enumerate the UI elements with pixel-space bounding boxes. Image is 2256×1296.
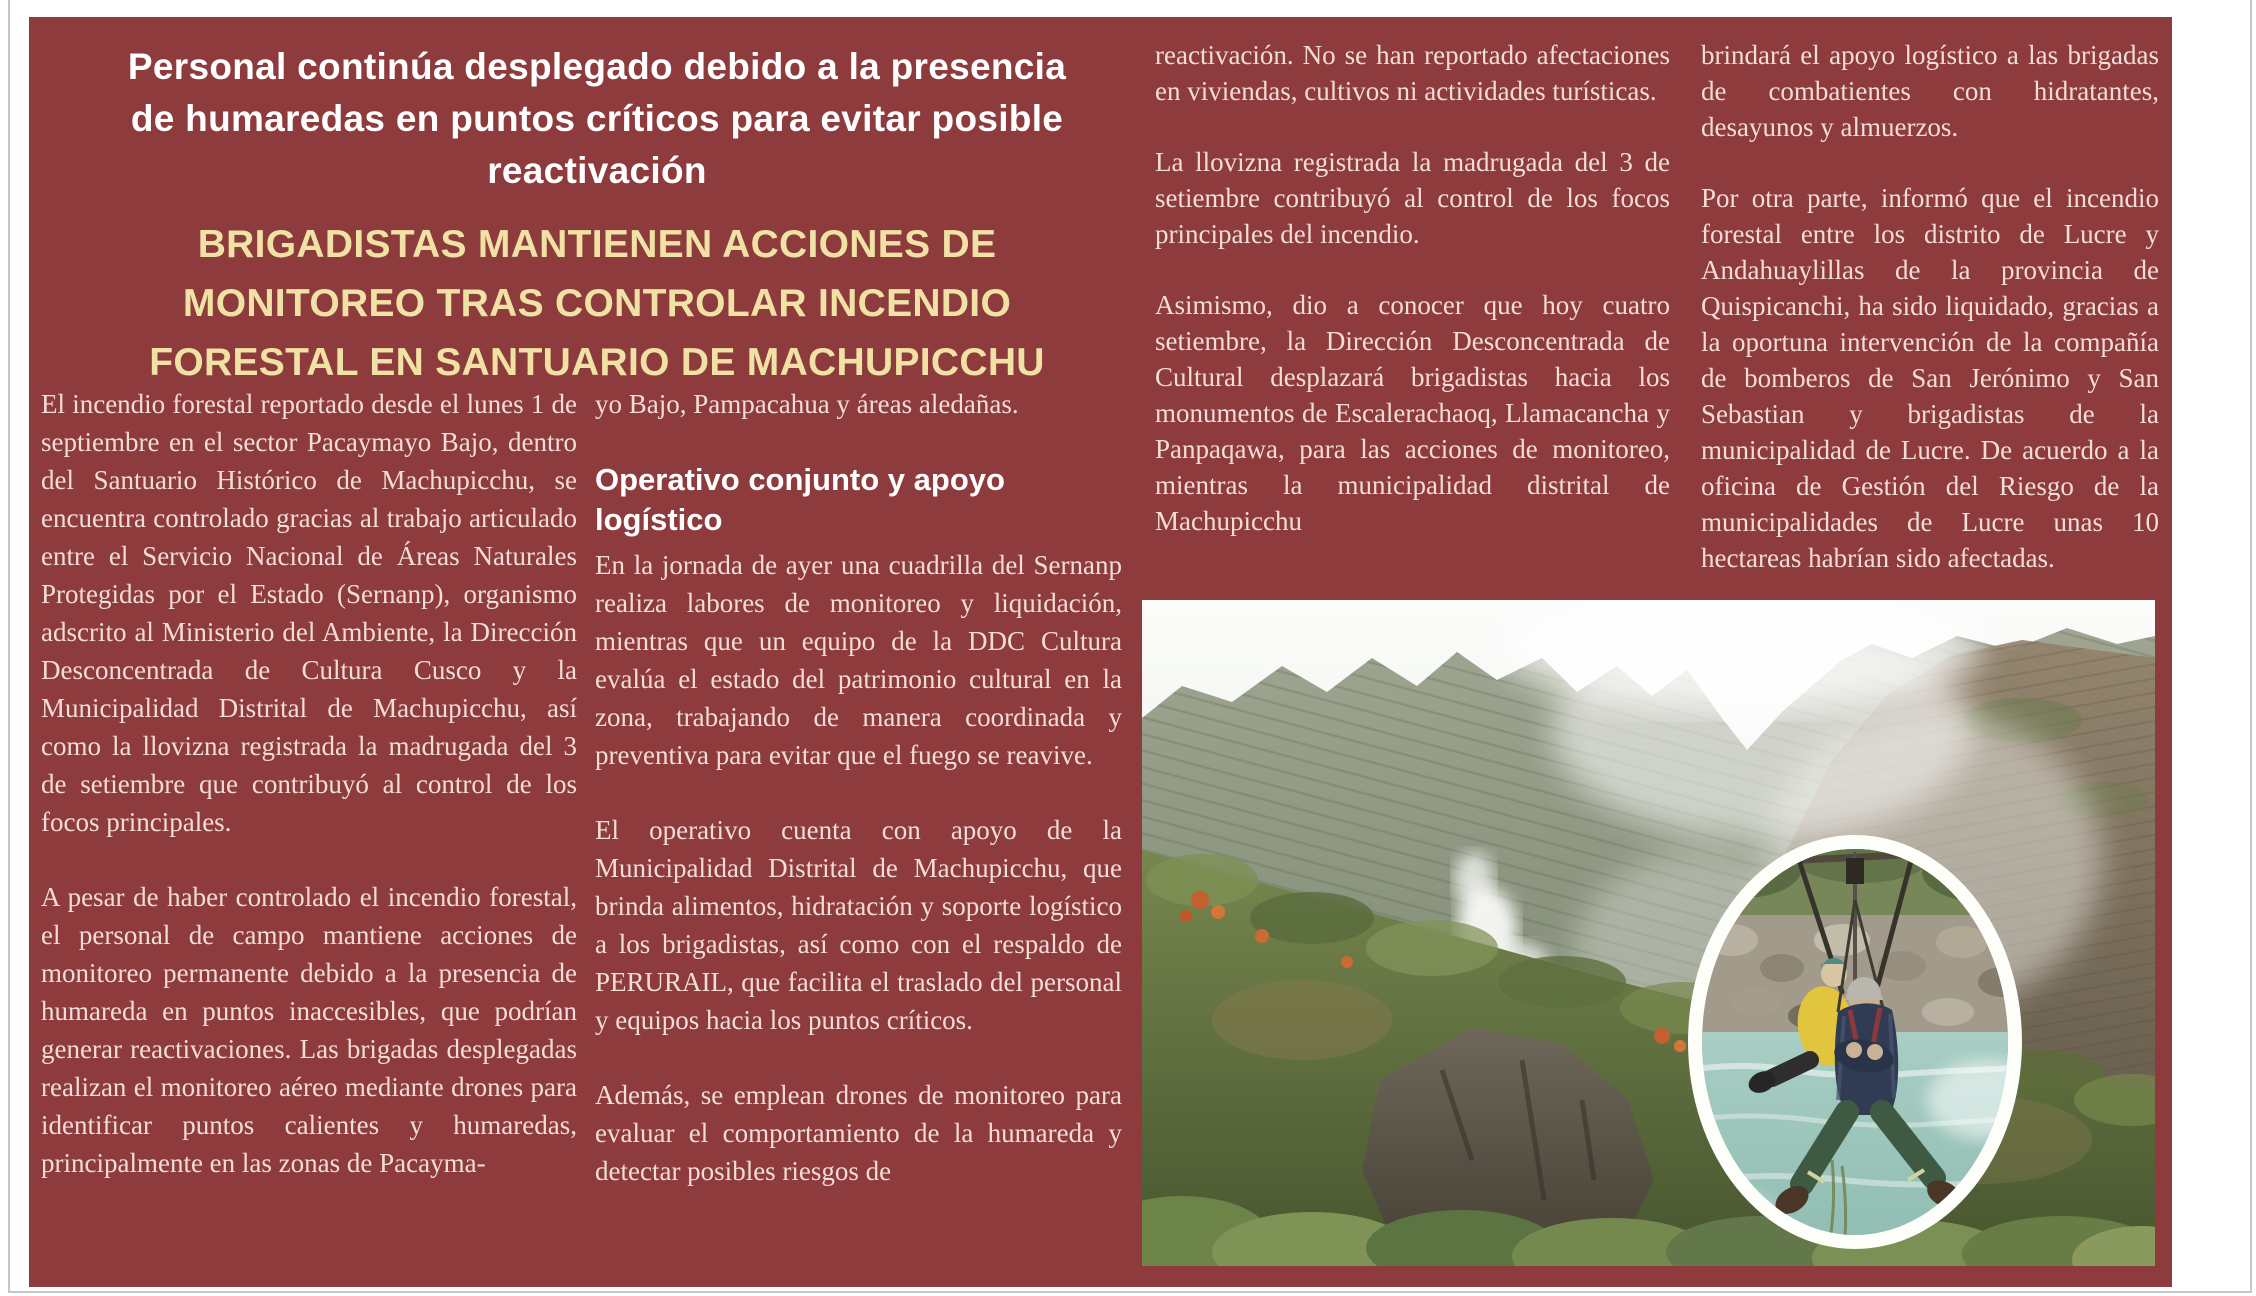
article-paragraph: A pesar de haber controlado el incendio forestal, el personal de campo mantiene acciones de monitoreo permanente debido a la presencia de humareda en puntos inaccesibles, que podrían generar reactivaciones. Las brigadas desplegadas realizan el monitoreo aéreo mediante drones para identificar puntos calientes y humaredas, principalmente en las zonas de Pacayma- <box>41 882 577 1178</box>
article-column-3 <box>1155 37 1670 539</box>
article-paragraph: Por otra parte, informó que el incendio forestal entre los distrito de Lucre y Andahuaylillas de la provincia de Quispicanchi, ha sido liquidado, gracias a la oportuna intervención de la compañía de bomberos de San Jerónimo y San Sebastian y brigadistas de la municipalidad de Lucre. De acuerdo a la oficina de Gestión del Riesgo de la municipalidades de Lucre unas 10 hectareas habrían sido afectadas. <box>1701 183 2159 573</box>
article-paragraph: Asimismo, dio a conocer que hoy cuatro setiembre, la Dirección Desconcentrada de Cultural desplazará brigadistas hacia los monumentos de Escalerachaoq, Llamacancha y Panpaqawa, para las acciones de monitoreo, mientras la municipalidad distrital de Machupicchu <box>1155 290 1670 536</box>
article-paragraph: reactivación. No se han reportado afectaciones en viviendas, cultivos ni actividades turísticas. <box>1155 40 1670 106</box>
article-column-1 <box>41 385 577 1182</box>
article-column-4 <box>1701 37 2159 576</box>
main-headline <box>59 215 1135 392</box>
article-paragraph: El operativo cuenta con apoyo de la Municipalidad Distrital de Machupicchu, que brinda alimentos, hidratación y soporte logístico a los brigadistas, así como con el respaldo de PERURAIL, que facilita el traslado del personal y equipos hacia los puntos críticos. <box>595 815 1122 1035</box>
headline-line: FORESTAL EN SANTUARIO DE MACHUPICCHU <box>149 341 1045 384</box>
headline-line: MONITOREO TRAS CONTROLAR INCENDIO <box>182 282 1012 325</box>
article-board <box>29 17 2172 1287</box>
kicker-line: Personal continúa desplegado debido a la presencia <box>127 46 1067 87</box>
article-column-2 <box>595 385 1122 1190</box>
kicker-line: de humaredas en puntos críticos para evitar posible <box>130 98 1064 139</box>
article-paragraph: Además, se emplean drones de monitoreo para evaluar el comportamiento de la humareda y detectar posibles riesgos de <box>595 1080 1122 1186</box>
kicker-headline <box>59 41 1135 197</box>
article-paragraph: El incendio forestal reportado desde el lunes 1 de septiembre en el sector Pacaymayo Bajo, dentro del Santuario Histórico de Machupicchu, se encuentra controlado gracias al trabajo articulado entre el Servicio Nacional de Áreas Naturales Protegidas por el Estado (Sernanp), organismo adscrito al Ministerio del Ambiente, la Dirección Desconcentrada de Cultura Cusco y la Municipalidad Distrital de Machupicchu, así como la llovizna registrada la madrugada del 3 de setiembre que contribuyó al control de los focos principales. <box>41 389 577 837</box>
article-photo <box>1142 600 2155 1266</box>
article-paragraph: En la jornada de ayer una cuadrilla del Sernanp realiza labores de monitoreo y liquidación, mientras que un equipo de la DDC Cultura evalúa el estado del patrimonio cultural en la zona, trabajando de manera coordinada y preventiva para evitar que el fuego se reavive. <box>595 550 1122 770</box>
section-subhead: Operativo conjunto y apoyo logístico <box>595 462 1005 537</box>
article-paragraph: yo Bajo, Pampacahua y áreas aledañas. <box>595 389 1019 419</box>
article-paragraph: brindará el apoyo logístico a las brigadas de combatientes con hidratantes, desayunos y almuerzos. <box>1701 40 2159 142</box>
article-paragraph: La llovizna registrada la madrugada del 3 de setiembre contribuyó al control de los focos principales del incendio. <box>1155 147 1670 249</box>
mountain-valley-scene <box>1142 600 2155 1266</box>
headline-line: BRIGADISTAS MANTIENEN ACCIONES DE <box>197 223 997 266</box>
kicker-line: reactivación <box>487 150 707 191</box>
